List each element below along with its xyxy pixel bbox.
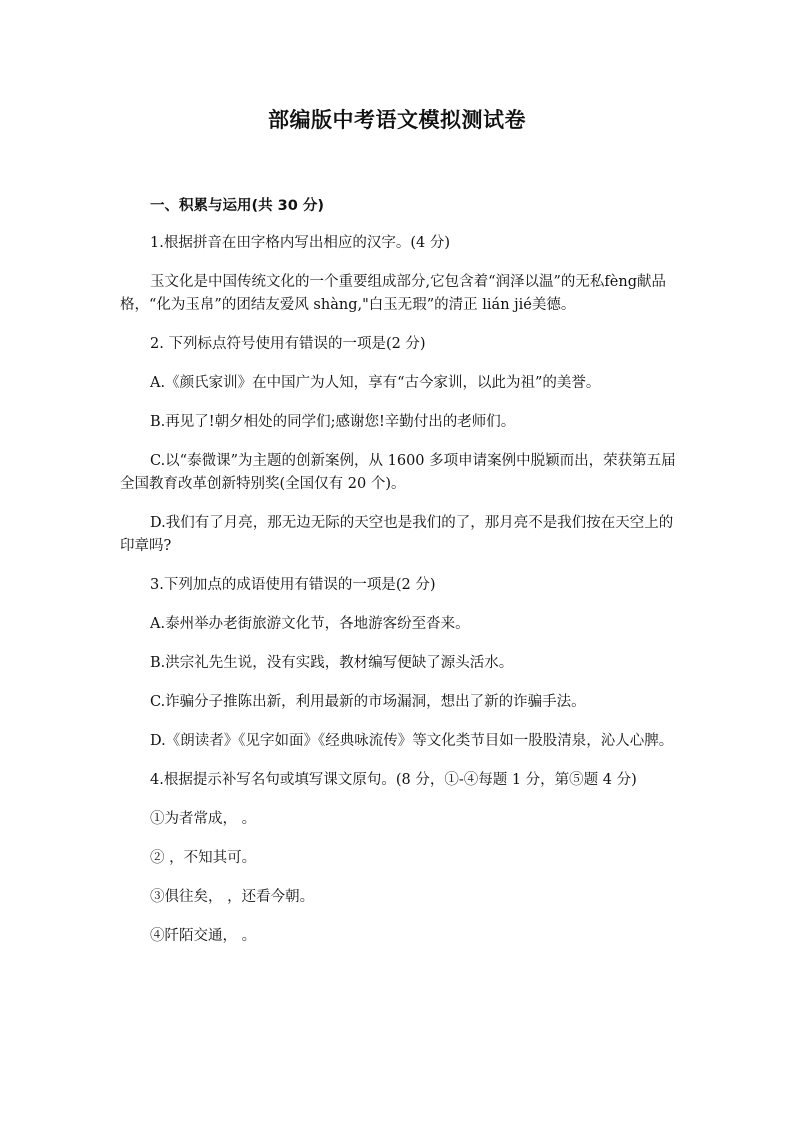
question-3-option-a: A.泰州举办老街旅游文化节，各地游客纷至沓来。 (150, 616, 470, 632)
document-body (120, 195, 678, 964)
question-1-passage: 玉文化是中国传统文化的一个重要组成部分,它包含着“润泽以温”的无私fèng献品格，“化为玉帛”的团结友爱风 shàng,"白玉无瑕”的清正 lián jié美德。 (120, 274, 667, 313)
question-2-option-d: D.我们有了月亮，那无边无际的天空也是我们的了，那月亮不是我们按在天空上的印章吗? (120, 515, 674, 554)
question-3-prompt: 3.下列加点的成语使用有错误的一项是(2 分) (150, 577, 436, 593)
question-4-item-1: ①为者常成， 。 (150, 811, 257, 827)
question-3-option-b: B.洪宗礼先生说，没有实践，教材编写便缺了源头活水。 (150, 655, 514, 671)
question-2-option-a: A.《颜氏家训》在中国广为人知，享有“古今家训，以此为祖”的美誉。 (150, 375, 601, 391)
question-1-prompt: 1.根据拼音在田字格内写出相应的汉字。(4 分) (150, 235, 450, 251)
question-4-item-3: ③俱往矣， ，还看今朝。 (150, 889, 315, 905)
question-4-item-2: ② ，不知其可。 (150, 850, 257, 866)
document-title: 部编版中考语文模拟测试卷 (268, 108, 526, 132)
section-heading: 一、积累与运用(共 30 分) (150, 198, 325, 214)
question-2-option-b: B.再见了!朝夕相处的同学们;感谢您!辛勤付出的老师们。 (150, 414, 516, 430)
question-2-option-c: C.以“泰微课”为主题的创新案例，从 1600 多项申请案例中脱颖而出，荣获第五届全国教育改革创新特别奖(全国仅有 20 个)。 (120, 453, 676, 492)
question-4-prompt: 4.根据提示补写名句或填写课文原句。(8 分，①-④每题 1 分，第⑤题 4 分) (150, 772, 637, 788)
question-3-option-d: D.《朗读者》《见字如面》《经典咏流传》等文化类节目如一股股清泉，沁人心脾。 (150, 733, 674, 749)
question-2-prompt: 2. 下列标点符号使用有错误的一项是(2 分) (150, 336, 426, 352)
question-3-option-c: C.诈骗分子推陈出新，利用最新的市场漏洞，想出了新的诈骗手法。 (150, 694, 586, 710)
question-4-item-4: ④阡陌交通， 。 (150, 928, 257, 944)
